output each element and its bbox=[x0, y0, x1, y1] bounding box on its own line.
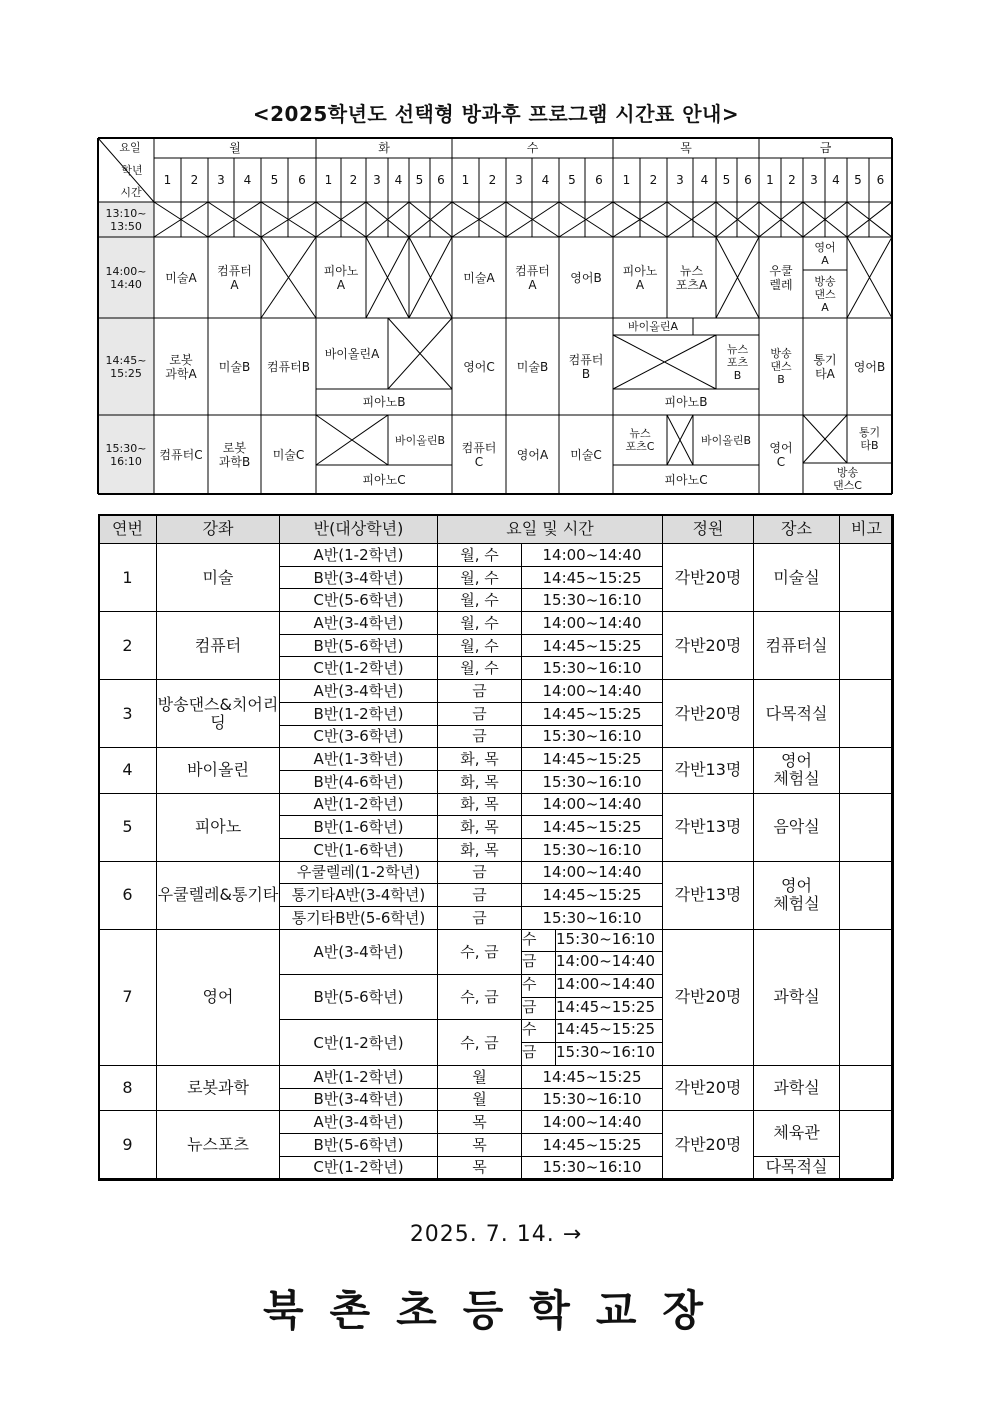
period-label: 4 bbox=[541, 173, 550, 187]
corner-time-label: 시간 bbox=[120, 185, 142, 199]
day-label-1: 월 bbox=[229, 141, 241, 155]
class-day: 월, 수 bbox=[438, 544, 522, 567]
class-name: B반(1-2학년) bbox=[280, 702, 438, 725]
slot-wed-r2-b: 미술B bbox=[516, 359, 549, 374]
slot-fri-r1-a: 우쿨 렐레 bbox=[769, 263, 793, 292]
period-label: 3 bbox=[217, 173, 225, 187]
course-name: 로봇과학 bbox=[157, 1065, 280, 1110]
class-time bbox=[522, 952, 663, 975]
class-day: 금 bbox=[438, 680, 522, 703]
class-time: 14:00~14:40 bbox=[522, 680, 663, 703]
time-label: 14:00~ 14:40 bbox=[105, 264, 147, 291]
class-day: 화, 목 bbox=[438, 748, 522, 771]
course-note bbox=[840, 748, 894, 793]
period-label: 4 bbox=[394, 173, 403, 187]
course-place: 다목적실 bbox=[754, 680, 840, 748]
time-label: 14:45~ 15:25 bbox=[105, 353, 147, 380]
course-info-table bbox=[98, 514, 894, 1179]
period-label: 1 bbox=[766, 173, 774, 187]
period-label: 3 bbox=[676, 173, 684, 187]
slot-wed-r1-c: 영어B bbox=[570, 270, 602, 285]
course-name: 컴퓨터 bbox=[157, 612, 280, 680]
slot-wed-r3-b: 영어A bbox=[516, 447, 549, 462]
course-no: 8 bbox=[99, 1065, 157, 1110]
class-name: C반(5-6학년) bbox=[280, 589, 438, 612]
slot-wed-r1-a: 미술A bbox=[463, 270, 495, 285]
class-day: 금 bbox=[438, 725, 522, 748]
course-no: 2 bbox=[99, 612, 157, 680]
class-time bbox=[522, 975, 663, 998]
slot-mon-r2-c: 컴퓨터B bbox=[266, 359, 310, 374]
slot-thu-r2-b: 뉴스 포츠 B bbox=[726, 342, 749, 382]
class-name: 우쿨렐레(1-2학년) bbox=[280, 861, 438, 884]
class-day: 목 bbox=[438, 1156, 522, 1179]
course-capacity: 각반13명 bbox=[663, 861, 754, 929]
slot-tue-r2-b: 피아노B bbox=[362, 395, 406, 409]
table-row bbox=[99, 929, 894, 952]
class-time bbox=[522, 997, 663, 1020]
course-note bbox=[840, 1065, 894, 1110]
course-name: 뉴스포츠 bbox=[157, 1111, 280, 1179]
slot-day: 금 bbox=[522, 952, 556, 974]
slot-fri-r3-b: 통기 타B bbox=[858, 426, 881, 452]
class-time: 14:45~15:25 bbox=[522, 702, 663, 725]
period-label: 6 bbox=[298, 173, 306, 187]
course-no: 1 bbox=[99, 544, 157, 612]
class-time: 14:45~15:25 bbox=[522, 1065, 663, 1088]
period-label: 5 bbox=[722, 173, 731, 187]
course-no: 7 bbox=[99, 929, 157, 1065]
slot-time: 15:30~16:10 bbox=[556, 929, 656, 948]
class-name: 통기타B반(5-6학년) bbox=[280, 907, 438, 930]
period-label: 6 bbox=[876, 173, 885, 187]
slot-time: 14:00~14:40 bbox=[556, 952, 656, 971]
class-name: A반(3-4학년) bbox=[280, 612, 438, 635]
corner-day-label: 요일 bbox=[119, 141, 141, 154]
course-name: 바이올린 bbox=[157, 748, 280, 793]
slot-wed-r3-c: 미술C bbox=[570, 447, 602, 462]
class-time: 14:00~14:40 bbox=[522, 1111, 663, 1134]
course-capacity: 각반20명 bbox=[663, 680, 754, 748]
slot-fri-r3-c: 방송 댄스C bbox=[833, 465, 862, 492]
period-label: 2 bbox=[349, 173, 358, 187]
slot-fri-r2-a: 방송 댄스 B bbox=[770, 347, 792, 386]
course-capacity: 각반20명 bbox=[663, 544, 754, 612]
slot-thu-r1-a: 피아노 A bbox=[622, 263, 658, 292]
class-name: A반(1-2학년) bbox=[280, 1065, 438, 1088]
class-day: 금 bbox=[438, 884, 522, 907]
class-time: 14:45~15:25 bbox=[522, 884, 663, 907]
class-day: 금 bbox=[438, 702, 522, 725]
class-name: A반(3-4학년) bbox=[280, 680, 438, 703]
class-name: A반(1-2학년) bbox=[280, 544, 438, 567]
class-time: 15:30~16:10 bbox=[522, 589, 663, 612]
header-note: 비고 bbox=[840, 515, 894, 544]
header-place: 장소 bbox=[754, 515, 840, 544]
header-course: 강좌 bbox=[157, 515, 280, 544]
header-class: 반(대상학년) bbox=[280, 515, 438, 544]
course-capacity: 각반13명 bbox=[663, 793, 754, 861]
slot-fri-r2-b: 통기 타A bbox=[813, 352, 837, 381]
slot-thu-r2-c: 피아노B bbox=[664, 395, 708, 409]
class-name: A반(3-4학년) bbox=[280, 929, 438, 974]
class-time: 14:00~14:40 bbox=[522, 544, 663, 567]
class-day: 월 bbox=[438, 1088, 522, 1111]
slot-thu-r3-a: 뉴스 포츠C bbox=[625, 427, 655, 453]
class-day: 월, 수 bbox=[438, 612, 522, 635]
class-name: B반(5-6학년) bbox=[280, 975, 438, 1020]
period-label: 5 bbox=[270, 173, 279, 187]
course-note bbox=[840, 544, 894, 612]
course-note bbox=[840, 861, 894, 929]
slot-day: 수 bbox=[522, 930, 556, 952]
class-day: 목 bbox=[438, 1111, 522, 1134]
period-label: 5 bbox=[854, 173, 862, 187]
class-time bbox=[522, 929, 663, 952]
class-name: C반(3-6학년) bbox=[280, 725, 438, 748]
class-name: C반(1-6학년) bbox=[280, 838, 438, 861]
slot-mon-r2-b: 미술B bbox=[218, 359, 251, 374]
period-label: 4 bbox=[243, 173, 252, 187]
course-capacity: 각반20명 bbox=[663, 929, 754, 1065]
course-name: 미술 bbox=[157, 544, 280, 612]
class-day: 수, 금 bbox=[438, 929, 522, 974]
class-time: 15:30~16:10 bbox=[522, 770, 663, 793]
slot-tue-r3-a: 바이올린B bbox=[394, 433, 446, 447]
period-label: 2 bbox=[649, 173, 658, 187]
slot-day: 수 bbox=[522, 975, 556, 997]
slot-mon-r1-a: 미술A bbox=[165, 270, 197, 285]
course-capacity: 각반20명 bbox=[663, 1065, 754, 1110]
class-time: 14:45~15:25 bbox=[522, 1133, 663, 1156]
slot-thu-r2-a: 바이올린A bbox=[627, 320, 679, 333]
slot-time: 14:00~14:40 bbox=[556, 975, 656, 994]
period-label: 4 bbox=[700, 173, 709, 187]
class-time: 15:30~16:10 bbox=[522, 907, 663, 930]
slot-wed-r3-a: 컴퓨터 C bbox=[461, 440, 497, 469]
slot-mon-r2-a: 로봇 과학A bbox=[165, 352, 197, 381]
class-name: B반(5-6학년) bbox=[280, 1133, 438, 1156]
class-name: 통기타A반(3-4학년) bbox=[280, 884, 438, 907]
class-time: 14:00~14:40 bbox=[522, 612, 663, 635]
class-name: C반(1-2학년) bbox=[280, 1020, 438, 1065]
slot-day: 금 bbox=[522, 1043, 556, 1065]
class-name: C반(1-2학년) bbox=[280, 1156, 438, 1179]
slot-day: 수 bbox=[522, 1020, 556, 1042]
class-name: B반(3-4학년) bbox=[280, 566, 438, 589]
day-label-2: 화 bbox=[378, 141, 390, 155]
course-capacity: 각반20명 bbox=[663, 612, 754, 680]
table-row bbox=[99, 544, 894, 567]
slot-fri-r2-c: 영어B bbox=[853, 359, 886, 374]
table-row bbox=[99, 1065, 894, 1088]
slot-fri-r1-c: 방송 댄스 A bbox=[814, 274, 836, 314]
course-name: 피아노 bbox=[157, 793, 280, 861]
time-label: 15:30~ 16:10 bbox=[105, 441, 147, 468]
period-label: 4 bbox=[832, 173, 840, 187]
slot-wed-r2-a: 영어C bbox=[463, 359, 495, 374]
course-place: 음악실 bbox=[754, 793, 840, 861]
slot-fri-r1-b: 영어 A bbox=[814, 240, 836, 267]
class-time bbox=[522, 1043, 663, 1066]
period-label: 3 bbox=[373, 173, 381, 187]
corner-grade-label: 학년 bbox=[121, 163, 143, 177]
course-note bbox=[840, 1111, 894, 1179]
class-name: B반(1-6학년) bbox=[280, 816, 438, 839]
day-label-3: 수 bbox=[526, 141, 539, 155]
class-day: 수, 금 bbox=[438, 1020, 522, 1065]
header-capacity: 정원 bbox=[663, 515, 754, 544]
course-place: 과학실 bbox=[754, 1065, 840, 1110]
course-place: 미술실 bbox=[754, 544, 840, 612]
slot-tue-r2-a: 바이올린A bbox=[324, 346, 380, 361]
day-label-5: 금 bbox=[819, 141, 832, 155]
class-name: A반(3-4학년) bbox=[280, 1111, 438, 1134]
course-note bbox=[840, 612, 894, 680]
header-no: 연번 bbox=[99, 515, 157, 544]
class-name: B반(3-4학년) bbox=[280, 1088, 438, 1111]
class-name: B반(5-6학년) bbox=[280, 634, 438, 657]
class-day: 수, 금 bbox=[438, 975, 522, 1020]
class-time: 14:00~14:40 bbox=[522, 793, 663, 816]
time-label: 13:10~ 13:50 bbox=[105, 206, 147, 233]
class-day: 금 bbox=[438, 861, 522, 884]
period-label: 1 bbox=[461, 173, 470, 187]
period-label: 2 bbox=[488, 173, 497, 187]
class-time: 15:30~16:10 bbox=[522, 838, 663, 861]
course-capacity: 각반13명 bbox=[663, 748, 754, 793]
period-label: 3 bbox=[810, 173, 818, 187]
class-day: 화, 목 bbox=[438, 793, 522, 816]
table-row bbox=[99, 680, 894, 703]
period-label: 6 bbox=[744, 173, 752, 187]
course-no: 3 bbox=[99, 680, 157, 748]
class-time: 14:00~14:40 bbox=[522, 861, 663, 884]
class-time: 14:45~15:25 bbox=[522, 748, 663, 771]
class-day: 금 bbox=[438, 907, 522, 930]
school-principal: 북촌초등학교장 bbox=[262, 1286, 729, 1335]
course-capacity: 각반20명 bbox=[663, 1111, 754, 1179]
period-label: 6 bbox=[595, 173, 603, 187]
class-name: A반(1-2학년) bbox=[280, 793, 438, 816]
course-place: 과학실 bbox=[754, 929, 840, 1065]
course-note bbox=[840, 793, 894, 861]
class-time: 15:30~16:10 bbox=[522, 1088, 663, 1111]
class-time: 14:45~15:25 bbox=[522, 816, 663, 839]
page-title: <2025학년도 선택형 방과후 프로그램 시간표 안내> bbox=[252, 102, 740, 126]
slot-time: 14:45~15:25 bbox=[556, 1020, 656, 1039]
class-name: C반(1-2학년) bbox=[280, 657, 438, 680]
class-time: 14:45~15:25 bbox=[522, 634, 663, 657]
class-time: 15:30~16:10 bbox=[522, 1156, 663, 1179]
class-day: 화, 목 bbox=[438, 838, 522, 861]
course-no: 4 bbox=[99, 748, 157, 793]
class-name: B반(4-6학년) bbox=[280, 770, 438, 793]
period-label: 1 bbox=[163, 173, 172, 187]
class-day: 화, 목 bbox=[438, 770, 522, 793]
course-name: 방송댄스&치어리딩 bbox=[157, 680, 280, 748]
period-label: 3 bbox=[515, 173, 523, 187]
course-name: 우쿨렐레&통기타 bbox=[157, 861, 280, 929]
slot-mon-r1-b: 컴퓨터 A bbox=[217, 263, 252, 292]
class-time: 15:30~16:10 bbox=[522, 657, 663, 680]
class-time: 15:30~16:10 bbox=[522, 725, 663, 748]
table-row bbox=[99, 748, 894, 771]
period-label: 6 bbox=[437, 173, 445, 187]
slot-mon-r3-c: 미술C bbox=[272, 447, 305, 462]
class-time: 14:45~15:25 bbox=[522, 566, 663, 589]
period-label: 1 bbox=[324, 173, 333, 187]
slot-mon-r3-b: 로봇 과학B bbox=[218, 440, 251, 469]
slot-time: 15:30~16:10 bbox=[556, 1043, 656, 1062]
table-row bbox=[99, 793, 894, 816]
course-place: 체육관 bbox=[754, 1111, 840, 1156]
slot-mon-r3-a: 컴퓨터C bbox=[159, 447, 203, 462]
class-day: 목 bbox=[438, 1133, 522, 1156]
table-row bbox=[99, 1111, 894, 1134]
period-label: 5 bbox=[568, 173, 576, 187]
course-note bbox=[840, 680, 894, 748]
class-day: 월, 수 bbox=[438, 634, 522, 657]
class-time bbox=[522, 1020, 663, 1043]
class-day: 화, 목 bbox=[438, 816, 522, 839]
course-place: 영어 체험실 bbox=[754, 861, 840, 929]
course-name: 영어 bbox=[157, 929, 280, 1065]
class-name: A반(1-3학년) bbox=[280, 748, 438, 771]
slot-thu-r3-b: 바이올린B bbox=[700, 433, 752, 447]
slot-wed-r1-b: 컴퓨터 A bbox=[515, 263, 550, 292]
class-day: 월, 수 bbox=[438, 657, 522, 680]
issue-date: 2025. 7. 14. → bbox=[409, 1222, 583, 1247]
period-label: 2 bbox=[190, 173, 199, 187]
slot-wed-r2-c: 컴퓨터 B bbox=[568, 352, 604, 381]
course-note bbox=[840, 929, 894, 1065]
table-row bbox=[99, 612, 894, 635]
slot-fri-r3-a: 영어 C bbox=[769, 440, 793, 469]
course-no: 6 bbox=[99, 861, 157, 929]
slot-thu-r3-c: 피아노C bbox=[664, 472, 708, 487]
class-day: 월 bbox=[438, 1065, 522, 1088]
slot-thu-r1-b: 뉴스 포츠A bbox=[675, 263, 708, 292]
course-no: 5 bbox=[99, 793, 157, 861]
day-label-4: 목 bbox=[680, 141, 692, 155]
class-day: 월, 수 bbox=[438, 589, 522, 612]
header-schedule: 요일 및 시간 bbox=[438, 515, 663, 544]
period-label: 5 bbox=[415, 173, 424, 187]
slot-time: 14:45~15:25 bbox=[556, 997, 656, 1016]
period-label: 2 bbox=[788, 173, 796, 187]
slot-tue-r3-b: 피아노C bbox=[362, 472, 406, 487]
table-row bbox=[99, 861, 894, 884]
course-place: 컴퓨터실 bbox=[754, 612, 840, 680]
slot-day: 금 bbox=[522, 998, 556, 1020]
course-place: 영어 체험실 bbox=[754, 748, 840, 793]
course-no: 9 bbox=[99, 1111, 157, 1179]
period-label: 1 bbox=[622, 173, 631, 187]
slot-tue-r1-a: 피아노 A bbox=[323, 263, 359, 292]
class-day: 월, 수 bbox=[438, 566, 522, 589]
course-place-2: 다목적실 bbox=[754, 1156, 840, 1179]
